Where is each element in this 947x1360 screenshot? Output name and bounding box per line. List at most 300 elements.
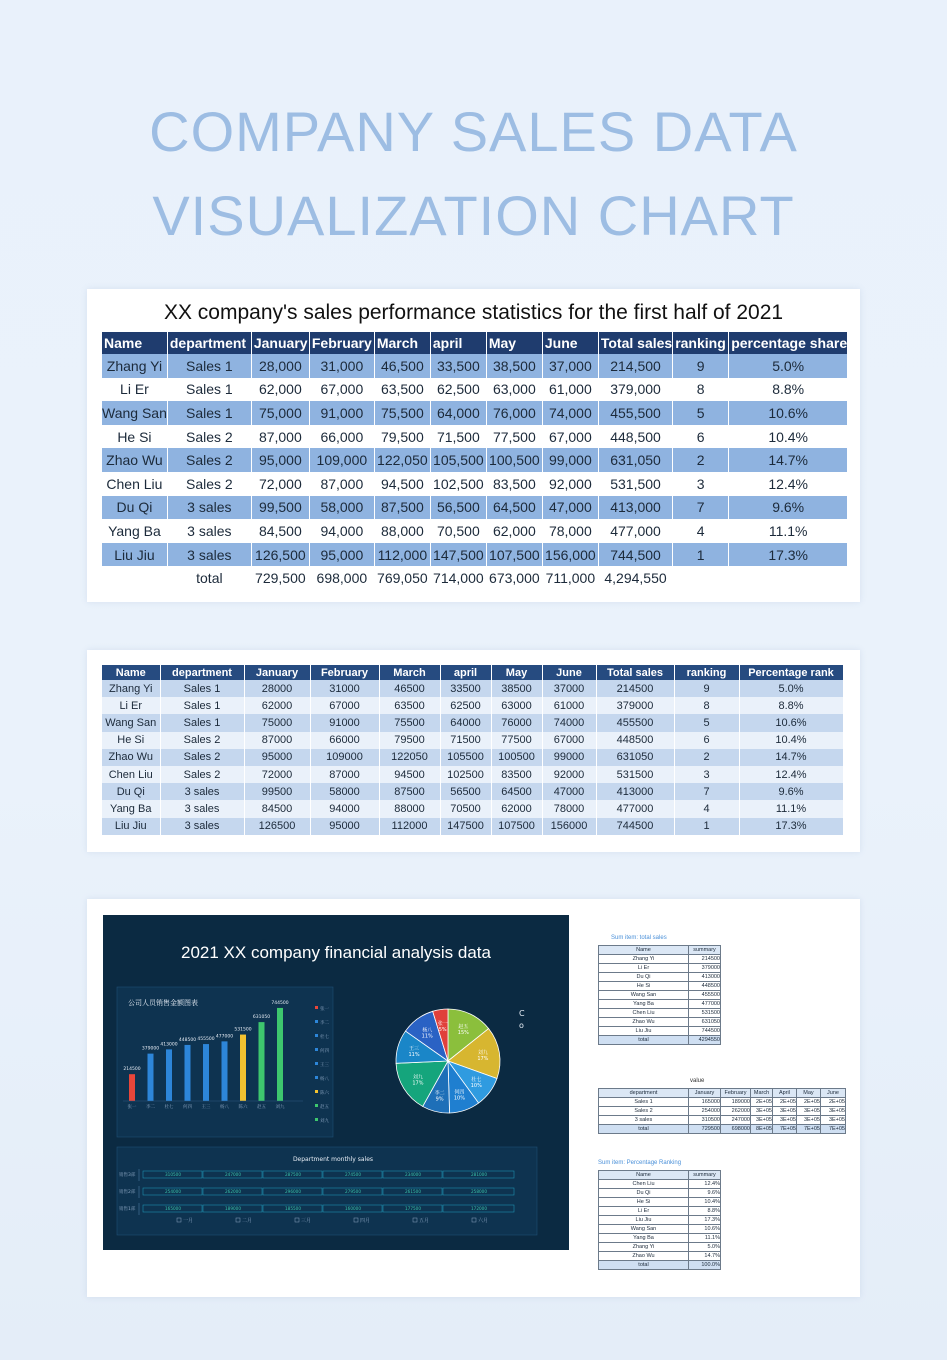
pivot-row [599,1116,846,1125]
table-cell: 2 [673,448,729,472]
table-cell: Yang Ba [102,800,160,817]
table-cell: Liu Jiu [102,818,160,835]
h-legend-label: 四月 [360,1218,371,1224]
table-cell: 74,000 [542,401,598,425]
column-header: March [374,332,430,354]
pie-slice-pct: 17% [477,1056,489,1063]
bar [129,1074,135,1101]
table-cell: 92000 [542,766,596,783]
table-cell: 58,000 [309,496,374,520]
pivot-total-cell: 729500 [689,1125,721,1134]
table-cell: 62,500 [430,378,486,402]
pivot-cell: 477000 [689,1000,721,1009]
column-header: Name [102,332,167,354]
h-segment-value: 172000 [471,1206,487,1211]
table-cell: 62,000 [486,519,542,543]
table-cell: 38,500 [486,354,542,378]
pivot-cell: 3E+05 [821,1107,846,1116]
bar-category-label: 陈六 [238,1105,248,1110]
table-cell: 10.4% [739,732,843,749]
pivot2-caption: value [690,1078,705,1084]
table-cell: 11.1% [739,800,843,817]
table-cell: 3 sales [167,519,251,543]
h-segment-value: 234000 [405,1172,421,1177]
table-row [102,472,848,496]
pivot-row [599,1225,721,1234]
table-cell: Wang San [102,401,167,425]
pivot-cell: 2E+05 [821,1098,846,1107]
h-segment-value: 310500 [165,1172,181,1177]
table-cell: 46500 [379,680,440,697]
table-cell: 72000 [244,766,310,783]
pivot-cell: Wang San [599,991,689,1000]
h-legend-label: 五月 [419,1218,430,1224]
table-cell: 66000 [310,732,379,749]
table-cell: 214500 [596,680,674,697]
table-cell: 87000 [310,766,379,783]
table-cell: 62000 [491,800,542,817]
table-cell: 56,500 [430,496,486,520]
table-cell: 413000 [596,783,674,800]
pivot-row [599,1009,721,1018]
table-cell: 744500 [596,818,674,835]
table-cell: 631050 [596,749,674,766]
bar [166,1049,172,1101]
h-segment-value: 160000 [345,1206,361,1211]
table-cell: Wang San [102,714,160,731]
table-cell: 87,000 [309,472,374,496]
table-cell: 87000 [244,732,310,749]
table-cell: 112000 [379,818,440,835]
pivot-cell: Sales 2 [599,1107,689,1116]
table-row [102,818,843,835]
table-cell: 99000 [542,749,596,766]
horizontal-chart-title: Department monthly sales [292,1156,374,1163]
table-cell: Chen Liu [102,766,160,783]
table-cell: 72,000 [251,472,309,496]
bar-value-label: 531500 [234,1027,252,1033]
pivot-cell: 17.3% [689,1216,721,1225]
table-cell: Liu Jiu [102,543,167,567]
pivot-cell: Zhao Wu [599,1018,689,1027]
pivot-total-cell: 7E+05 [773,1125,797,1134]
table-cell: 4 [673,519,729,543]
table-cell: 17.3% [729,543,848,567]
table-cell: 71,500 [430,425,486,449]
table-row [102,800,843,817]
column-header: ranking [673,332,729,354]
pivot-cell: Yang Ba [599,1234,689,1243]
dashboard-card [87,899,860,1297]
table-cell: 122050 [379,749,440,766]
table-cell: 95000 [310,818,379,835]
table-cell: 94500 [379,766,440,783]
pivot-cell: 165000 [689,1098,721,1107]
table-cell: 63500 [379,697,440,714]
table-cell: 99,500 [251,496,309,520]
table-cell: 5 [673,401,729,425]
sales-table-compact [102,665,844,835]
pie-slice-label: 张一 [437,1021,448,1028]
table-cell: 455500 [596,714,674,731]
pie-slice-label: 何四 [454,1089,465,1096]
table-cell: 79,500 [374,425,430,449]
h-legend-label: 六月 [478,1218,489,1224]
bar-category-label: 何四 [183,1105,192,1110]
h-row-label: 销售2部 [119,1190,136,1195]
bar [259,1022,265,1101]
pivot-row [599,1216,721,1225]
table-cell: 6 [673,425,729,449]
table-cell: 631,050 [598,448,672,472]
table-cell: Zhang Yi [102,680,160,697]
table-cell: 126,500 [251,543,309,567]
pivot-header: department [599,1089,689,1098]
column-header: March [379,665,440,680]
table-cell: 83500 [491,766,542,783]
column-header: Total sales [596,665,674,680]
table-cell: 147500 [440,818,491,835]
legend-swatch [315,1118,318,1121]
table-cell: 64000 [440,714,491,731]
table-cell: 14.7% [729,448,848,472]
pivot-header-row [599,1089,846,1098]
table-cell: 61000 [542,697,596,714]
pie-slice-pct: 11% [408,1052,420,1059]
pivot-cell: 8.8% [689,1207,721,1216]
pivot-cell: 3E+05 [773,1107,797,1116]
legend-label: 张一 [320,1007,329,1012]
table-cell: Li Er [102,697,160,714]
table-cell: 67000 [542,732,596,749]
pivot-total-cell: 100.0% [689,1261,721,1270]
table-cell: 3 sales [160,800,244,817]
h-segment-value: 281000 [471,1172,487,1177]
bar-category-label: 杨八 [220,1105,229,1110]
table-cell: 126500 [244,818,310,835]
table-row [102,543,848,567]
table-cell: 3 sales [167,496,251,520]
table-cell: 37,000 [542,354,598,378]
column-header: ranking [674,665,739,680]
table-cell: 75,500 [374,401,430,425]
bar-category-label: 赵五 [257,1105,266,1110]
table-cell: 74000 [542,714,596,731]
table-cell: 413,000 [598,496,672,520]
table-cell: 47,000 [542,496,598,520]
table-cell: 78,000 [542,519,598,543]
table-cell: 14.7% [739,749,843,766]
table-cell: 3 sales [160,818,244,835]
pie-slice-label: 赵五 [458,1024,469,1031]
table-cell: 91,000 [309,401,374,425]
table-row [102,496,848,520]
table-cell: 107,500 [486,543,542,567]
pivot-header: Name [599,946,689,955]
h-segment-value: 189000 [225,1206,241,1211]
h-segment-value: 247000 [225,1172,241,1177]
pivot-header: May [797,1089,821,1098]
total-row [102,566,848,590]
table-row [102,354,848,378]
table-cell: Zhang Yi [102,354,167,378]
table-cell: 214,500 [598,354,672,378]
pivot-row [599,982,721,991]
table-cell: 379000 [596,697,674,714]
table-cell: 156000 [542,818,596,835]
table-cell: 70,500 [430,519,486,543]
table-cell: Li Er [102,378,167,402]
pivot-cell: 413000 [689,973,721,982]
table-cell: 63000 [491,697,542,714]
pivot-cell: 2E+05 [797,1098,821,1107]
pivot-cell: He Si [599,982,689,991]
pivot-cell: 744500 [689,1027,721,1036]
table-cell: 5.0% [739,680,843,697]
pivot-header: Name [599,1171,689,1180]
total-cell: 711,000 [542,566,598,590]
pivot-row [599,1027,721,1036]
total-cell: 673,000 [486,566,542,590]
pivot-cell: 455500 [689,991,721,1000]
table-cell: 102500 [440,766,491,783]
h-legend-label: 一月 [183,1218,194,1224]
column-header: department [160,665,244,680]
table-cell: 78000 [542,800,596,817]
table-cell: Sales 1 [167,354,251,378]
pie-slice-label: 李二 [434,1090,445,1097]
table-cell: 77,500 [486,425,542,449]
bar-category-label: 刘九 [275,1105,285,1110]
table-cell: 67,000 [542,425,598,449]
pivot-row [599,1107,846,1116]
table-row [102,714,843,731]
table-cell: 8 [673,378,729,402]
pivot-cell: 379000 [689,964,721,973]
table-cell: 8 [674,697,739,714]
pie-slice-pct: 15% [457,1030,469,1037]
table-cell: Sales 1 [167,378,251,402]
table-cell: 94000 [310,800,379,817]
table-cell: 105500 [440,749,491,766]
financial-dashboard [103,915,569,1250]
legend-label: 陈六 [320,1091,329,1096]
column-header: May [491,665,542,680]
h-segment-value: 254000 [165,1189,181,1194]
bar-value-label: 477000 [215,1034,234,1040]
table-cell: 109,000 [309,448,374,472]
h-row-label: 销售3部 [119,1173,136,1178]
table-cell: 91000 [310,714,379,731]
total-cell [729,566,848,590]
table-cell: 87500 [379,783,440,800]
table-cell: 5 [674,714,739,731]
table-cell: 477,000 [598,519,672,543]
h-segment-value: 279500 [345,1189,361,1194]
table-cell: 62000 [244,697,310,714]
pivot-cell: Sales 1 [599,1098,689,1107]
pivot-header: March [751,1089,773,1098]
pivot-row [599,1098,846,1107]
legend-swatch [315,1076,318,1079]
table-cell: 12.4% [739,766,843,783]
table-row [102,766,843,783]
table-cell: 33,500 [430,354,486,378]
table-cell: 62500 [440,697,491,714]
column-header: percentage share [729,332,848,354]
column-header: January [244,665,310,680]
pivot-total-cell: total [599,1261,689,1270]
column-header: april [440,665,491,680]
column-header: February [309,332,374,354]
pivot-row [599,1198,721,1207]
table-cell: 3 sales [160,783,244,800]
pivot-row [599,955,721,964]
column-header: June [542,665,596,680]
table-cell: 75500 [379,714,440,731]
table-cell: 61,000 [542,378,598,402]
pie-slice-label: 杨八 [422,1027,433,1034]
table-row [102,378,848,402]
table-cell: 477000 [596,800,674,817]
pivot-total-row [599,1036,721,1045]
column-header: department [167,332,251,354]
bar [240,1035,246,1101]
pivot-header: June [821,1089,846,1098]
table-cell: 58000 [310,783,379,800]
pivot-cell: Liu Jiu [599,1027,689,1036]
table-row [102,732,843,749]
pivot-row [599,973,721,982]
table-cell: Sales 2 [160,766,244,783]
pivot-row [599,1207,721,1216]
h-segment-value: 261500 [405,1189,421,1194]
table-cell: 88,000 [374,519,430,543]
table-cell: 94,500 [374,472,430,496]
table-cell: 99,000 [542,448,598,472]
table-cell: 455,500 [598,401,672,425]
table-cell: 112,000 [374,543,430,567]
table-cell: 28,000 [251,354,309,378]
pivot-total-sales [598,945,721,1045]
pivot-total-cell: total [599,1036,689,1045]
table-cell: 87,000 [251,425,309,449]
pivot-cell: 5.0% [689,1243,721,1252]
sales-table-card [87,289,860,602]
bar-value-label: 379000 [141,1046,160,1052]
table-cell: 28000 [244,680,310,697]
legend-label: 刘九 [320,1119,329,1124]
pivot-department-monthly [598,1088,846,1134]
table-cell: 9 [674,680,739,697]
pivot-cell: Liu Jiu [599,1216,689,1225]
bar-category-label: 王三 [201,1105,211,1110]
column-header: Percentage rank [739,665,843,680]
sales-table-caption: XX company's sales performance statistics for the first half of 2021 [163,301,784,324]
table-cell: 31000 [310,680,379,697]
table-cell: 8.8% [739,697,843,714]
table-cell: 87,500 [374,496,430,520]
pivot-cell: 3E+05 [773,1116,797,1125]
pivot-cell: Zhang Yi [599,1243,689,1252]
bar-category-label: 张一 [127,1105,137,1110]
pivot-header: February [721,1089,751,1098]
pivot-cell: 189000 [721,1098,751,1107]
table-cell: Du Qi [102,496,167,520]
table-cell: Sales 2 [167,472,251,496]
table-cell: 17.3% [739,818,843,835]
pivot-header-row [599,946,721,955]
pivot-row [599,1000,721,1009]
pivot-cell: Li Er [599,1207,689,1216]
pie-slice-pct: 17% [412,1080,424,1087]
pivot-header: summary [689,1171,721,1180]
table-cell: 9.6% [739,783,843,800]
column-header: Total sales [598,332,672,354]
pivot-cell: 448500 [689,982,721,991]
table-cell: 75000 [244,714,310,731]
table-cell: 122,050 [374,448,430,472]
table-cell: 46,500 [374,354,430,378]
table-cell: 6 [674,732,739,749]
pivot-cell: 12.4% [689,1180,721,1189]
bar [203,1044,209,1101]
table-cell: 64,500 [486,496,542,520]
pivot-total-cell: 4294550 [689,1036,721,1045]
legend-label: 杜七 [320,1035,329,1040]
h-segment-value: 262000 [225,1189,241,1194]
table-cell: 76000 [491,714,542,731]
table-cell: 88000 [379,800,440,817]
pivot-total-cell: total [599,1125,689,1134]
table-cell: 448500 [596,732,674,749]
table-cell: 448,500 [598,425,672,449]
table-row [102,783,843,800]
bar [185,1045,191,1101]
table-cell: 102,500 [430,472,486,496]
table-cell: 100500 [491,749,542,766]
pivot-total-cell: 698000 [721,1125,751,1134]
table-cell: 7 [673,496,729,520]
pivot-percentage-ranking [598,1170,721,1270]
pivot-header-row [599,1171,721,1180]
pie-slice-pct: 11% [421,1033,433,1040]
dashboard-title: 2021 XX company financial analysis data [181,943,491,962]
table-cell: 79500 [379,732,440,749]
table-cell: 3 [673,472,729,496]
table-cell: 531500 [596,766,674,783]
table-cell: 84,500 [251,519,309,543]
legend-swatch [315,1034,318,1037]
table-cell: Sales 2 [167,425,251,449]
table-row [102,697,843,714]
pivot-cell: 10.4% [689,1198,721,1207]
table-cell: Sales 2 [160,749,244,766]
dashboard-charts [103,915,569,1250]
pivot-row [599,964,721,973]
legend-swatch [315,1048,318,1051]
pie-slice-label: 杜七 [471,1077,482,1084]
table-row [102,448,848,472]
pivot-cell: 310500 [689,1116,721,1125]
column-header: april [430,332,486,354]
table-row [102,425,848,449]
h-segment-value: 185500 [285,1206,301,1211]
table-cell: 109000 [310,749,379,766]
table-cell: 31,000 [309,354,374,378]
table-cell: Sales 2 [160,732,244,749]
table-cell: 147,500 [430,543,486,567]
